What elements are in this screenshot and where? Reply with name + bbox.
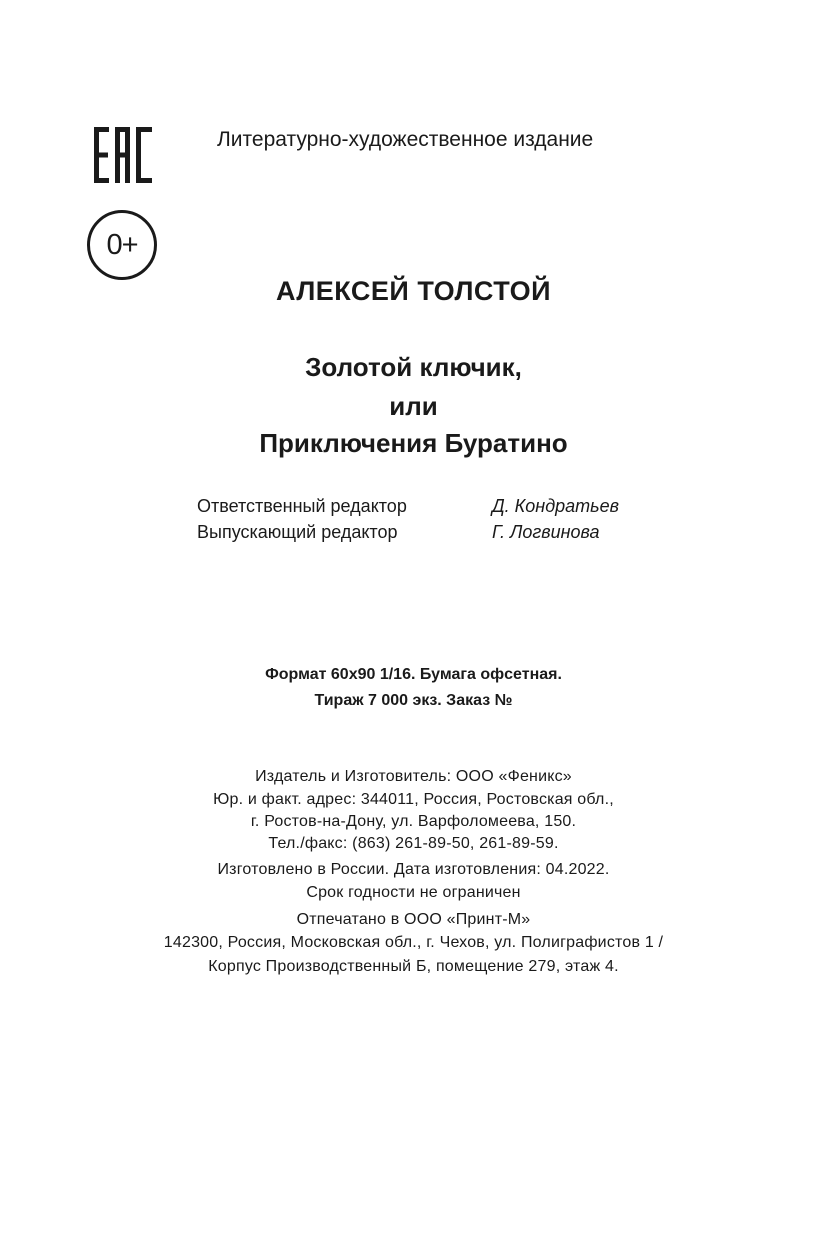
book-title-line: или [389,391,438,421]
credit-name: Д. Кондратьев [492,496,620,516]
publisher-line: Изготовлено в России. Дата изготовления: 04.2022. [217,861,610,878]
publisher-line: Издатель и Изготовитель: ООО «Феникс» [255,768,572,785]
credit-role: Ответственный редактор [197,496,407,516]
eac-mark-icon [94,127,152,183]
imprint-line: Формат 60x90 1/16. Бумага офсетная. [265,666,562,683]
publisher-line: г. Ростов-на-Дону, ул. Варфоломеева, 150. [250,813,577,830]
printer-line: Отпечатано в ООО «Принт-М» [296,911,531,928]
imprint-line: Тираж 7 000 экз. Заказ № [314,692,513,709]
printer-line: Корпус Производственный Б, помещение 279, этаж 4. [208,958,619,975]
credit-name: Г. Логвинова [492,522,600,542]
book-title-line: Приключения Буратино [259,428,568,458]
age-rating-badge [87,210,157,280]
book-title-line: Золотой ключик, [305,352,522,382]
book-author: АЛЕКСЕЙ ТОЛСТОЙ [276,276,551,306]
publisher-line: Тел./факс: (863) 261-89-50, 261-89-59. [268,835,559,852]
edition-type: Литературно-художественное издание [217,128,594,151]
credit-role: Выпускающий редактор [197,522,398,542]
printer-line: 142300, Россия, Московская обл., г. Чехов, ул. Полиграфистов 1 / [163,934,664,951]
publisher-line: Юр. и факт. адрес: 344011, Россия, Ростовская обл., [213,791,614,808]
age-rating-text: 0+ [106,228,138,261]
publisher-line: Срок годности не ограничен [306,884,521,901]
